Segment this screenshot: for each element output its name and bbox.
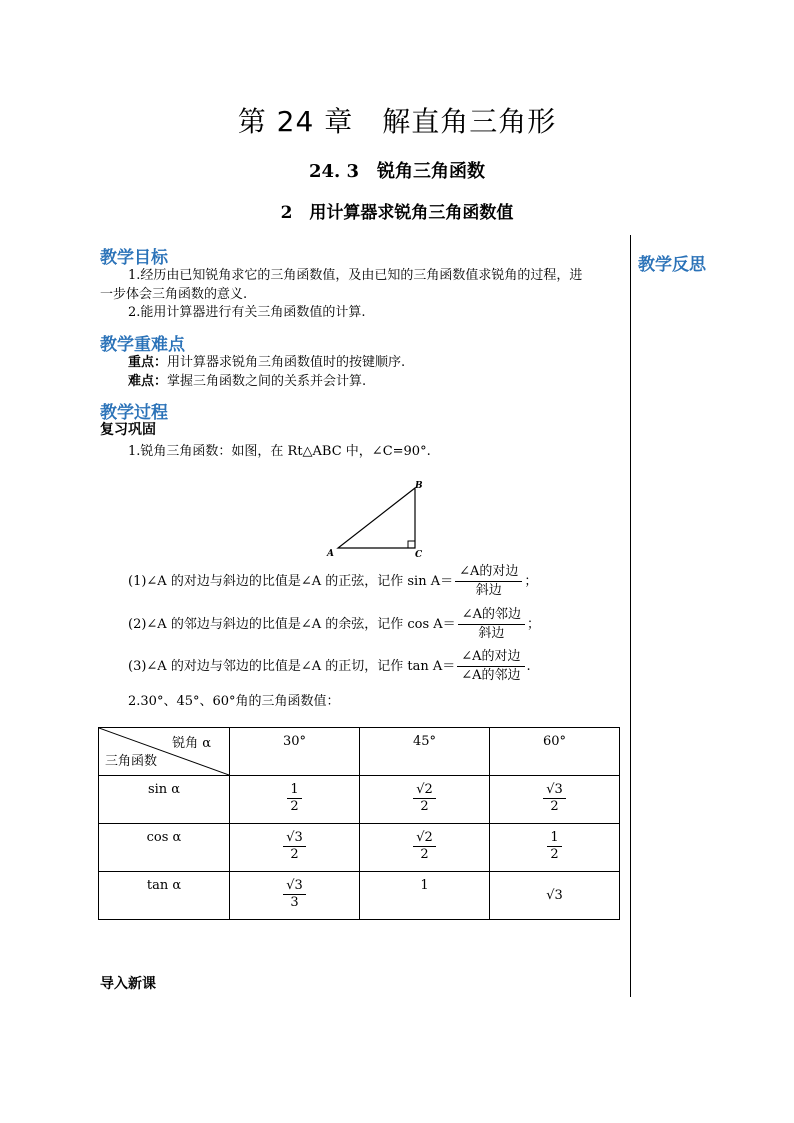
table-cell <box>360 824 490 872</box>
row-label-tan: tan α <box>146 878 182 893</box>
table-cell <box>230 872 360 920</box>
right-triangle-figure <box>320 476 430 561</box>
row-label-cell <box>99 872 230 920</box>
difficult-text: 掌握三角函数之间的关系并会计算. <box>167 374 367 389</box>
header-30: 30° <box>282 734 307 749</box>
reflection-heading: 教学反思 <box>638 255 706 275</box>
section-title: 24. 3 锐角三角函数 <box>308 161 486 182</box>
definition-sin-text: (1)∠A 的对边与斜边的比值是∠A 的正弦，记作 sin A＝ <box>128 574 454 589</box>
value-denominator: 2 <box>290 847 299 862</box>
value-denominator: 3 <box>290 895 299 910</box>
header-45: 45° <box>412 734 437 749</box>
value-denominator: 2 <box>420 847 429 862</box>
fraction-denominator: ∠A的邻边 <box>461 668 521 683</box>
definition-sin <box>128 563 537 600</box>
chapter-title: 第 24 章 解直角三角形 <box>237 105 557 138</box>
value-plain: 1 <box>420 878 429 893</box>
difficult-label: 难点： <box>128 374 168 389</box>
value-fraction <box>283 878 306 911</box>
table-cell <box>230 824 360 872</box>
trig-values-table <box>98 727 620 920</box>
fraction-numerator: ∠A的对边 <box>457 648 524 667</box>
definition-cos-text: (2)∠A 的邻边与斜边的比值是∠A 的余弦，记作 cos A＝ <box>128 617 456 632</box>
value-denominator: 2 <box>550 799 559 814</box>
vertex-b-label: B <box>415 481 423 491</box>
key-label: 重点： <box>128 355 168 370</box>
table-row <box>99 872 620 920</box>
definition-tan-text: (3)∠A 的对边与邻边的比值是∠A 的正切，记作 tan A＝ <box>128 659 456 674</box>
new-lesson-heading: 导入新课 <box>100 976 156 992</box>
value-denominator: 2 <box>550 847 559 862</box>
fraction-denominator: 斜边 <box>478 626 505 641</box>
row-label-cell <box>99 824 230 872</box>
value-fraction <box>413 782 436 815</box>
value-numerator: √3 <box>283 878 306 895</box>
review-heading: 复习巩固 <box>100 422 156 438</box>
process-heading: 教学过程 <box>100 403 168 423</box>
value-numerator: 1 <box>547 830 561 847</box>
difficult-point <box>128 372 366 391</box>
value-numerator: 1 <box>287 782 301 799</box>
fraction-denominator: 斜边 <box>475 583 502 598</box>
vertex-c-label: C <box>415 550 423 560</box>
vertex-a-label: A <box>327 549 334 559</box>
table-header-cell <box>230 728 360 776</box>
key-point <box>128 353 405 372</box>
table-header-cell <box>360 728 490 776</box>
key-points-heading: 教学重难点 <box>100 335 185 355</box>
value-fraction <box>287 782 301 815</box>
table-cell <box>490 872 620 920</box>
table-cell <box>230 776 360 824</box>
header-60: 60° <box>542 734 567 749</box>
table-cell <box>360 872 490 920</box>
triangle-shape <box>338 488 415 548</box>
intro-line: 1.锐角三角函数：如图，在 Rt△ABC 中，∠C=90°. <box>128 444 431 459</box>
table-header-cell <box>490 728 620 776</box>
right-angle-mark <box>408 541 415 548</box>
definition-cos-fraction <box>458 606 525 643</box>
key-text: 用计算器求锐角三角函数值时的按键顺序. <box>167 355 406 370</box>
table-row <box>99 824 620 872</box>
value-denominator: 2 <box>420 799 429 814</box>
fraction-numerator: ∠A的邻边 <box>458 606 525 625</box>
value-fraction <box>283 830 306 863</box>
goal-2: 2.能用计算器进行有关三角函数值的计算. <box>128 305 366 320</box>
definition-end: ； <box>526 617 540 632</box>
value-plain: √3 <box>546 888 563 903</box>
corner-top-label: 锐角 α <box>172 736 211 751</box>
table-corner-cell <box>99 728 230 776</box>
value-numerator: √2 <box>413 830 436 847</box>
table-cell <box>360 776 490 824</box>
definition-tan <box>128 648 531 685</box>
goals-heading: 教学目标 <box>100 248 168 268</box>
value-fraction <box>543 782 566 815</box>
corner-bottom-label: 三角函数 <box>105 754 158 769</box>
value-denominator: 2 <box>290 799 299 814</box>
subsection-title: 2 用计算器求锐角三角函数值 <box>280 203 514 223</box>
table-row <box>99 776 620 824</box>
table-header-row <box>99 728 620 776</box>
table-cell <box>490 776 620 824</box>
table-intro: 2.30°、45°、60°角的三角函数值： <box>128 694 340 709</box>
value-numerator: √2 <box>413 782 436 799</box>
table-cell <box>490 824 620 872</box>
row-label-sin: sin α <box>147 782 181 797</box>
value-numerator: √3 <box>283 830 306 847</box>
definition-sin-fraction <box>455 563 522 600</box>
value-fraction <box>413 830 436 863</box>
definition-cos <box>128 606 540 643</box>
value-numerator: √3 <box>543 782 566 799</box>
fraction-numerator: ∠A的对边 <box>455 563 522 582</box>
definition-end: ； <box>524 574 538 589</box>
row-label-cell <box>99 776 230 824</box>
goal-1-line-1: 1.经历由已知锐角求它的三角函数值，及由已知的三角函数值求锐角的过程，进 <box>128 268 583 283</box>
column-divider <box>630 235 631 997</box>
definition-tan-fraction <box>457 648 524 685</box>
goal-1-line-2: 一步体会三角函数的意义. <box>100 287 248 302</box>
row-label-cos: cos α <box>146 830 182 845</box>
value-fraction <box>547 830 561 863</box>
definition-end: . <box>526 659 531 674</box>
